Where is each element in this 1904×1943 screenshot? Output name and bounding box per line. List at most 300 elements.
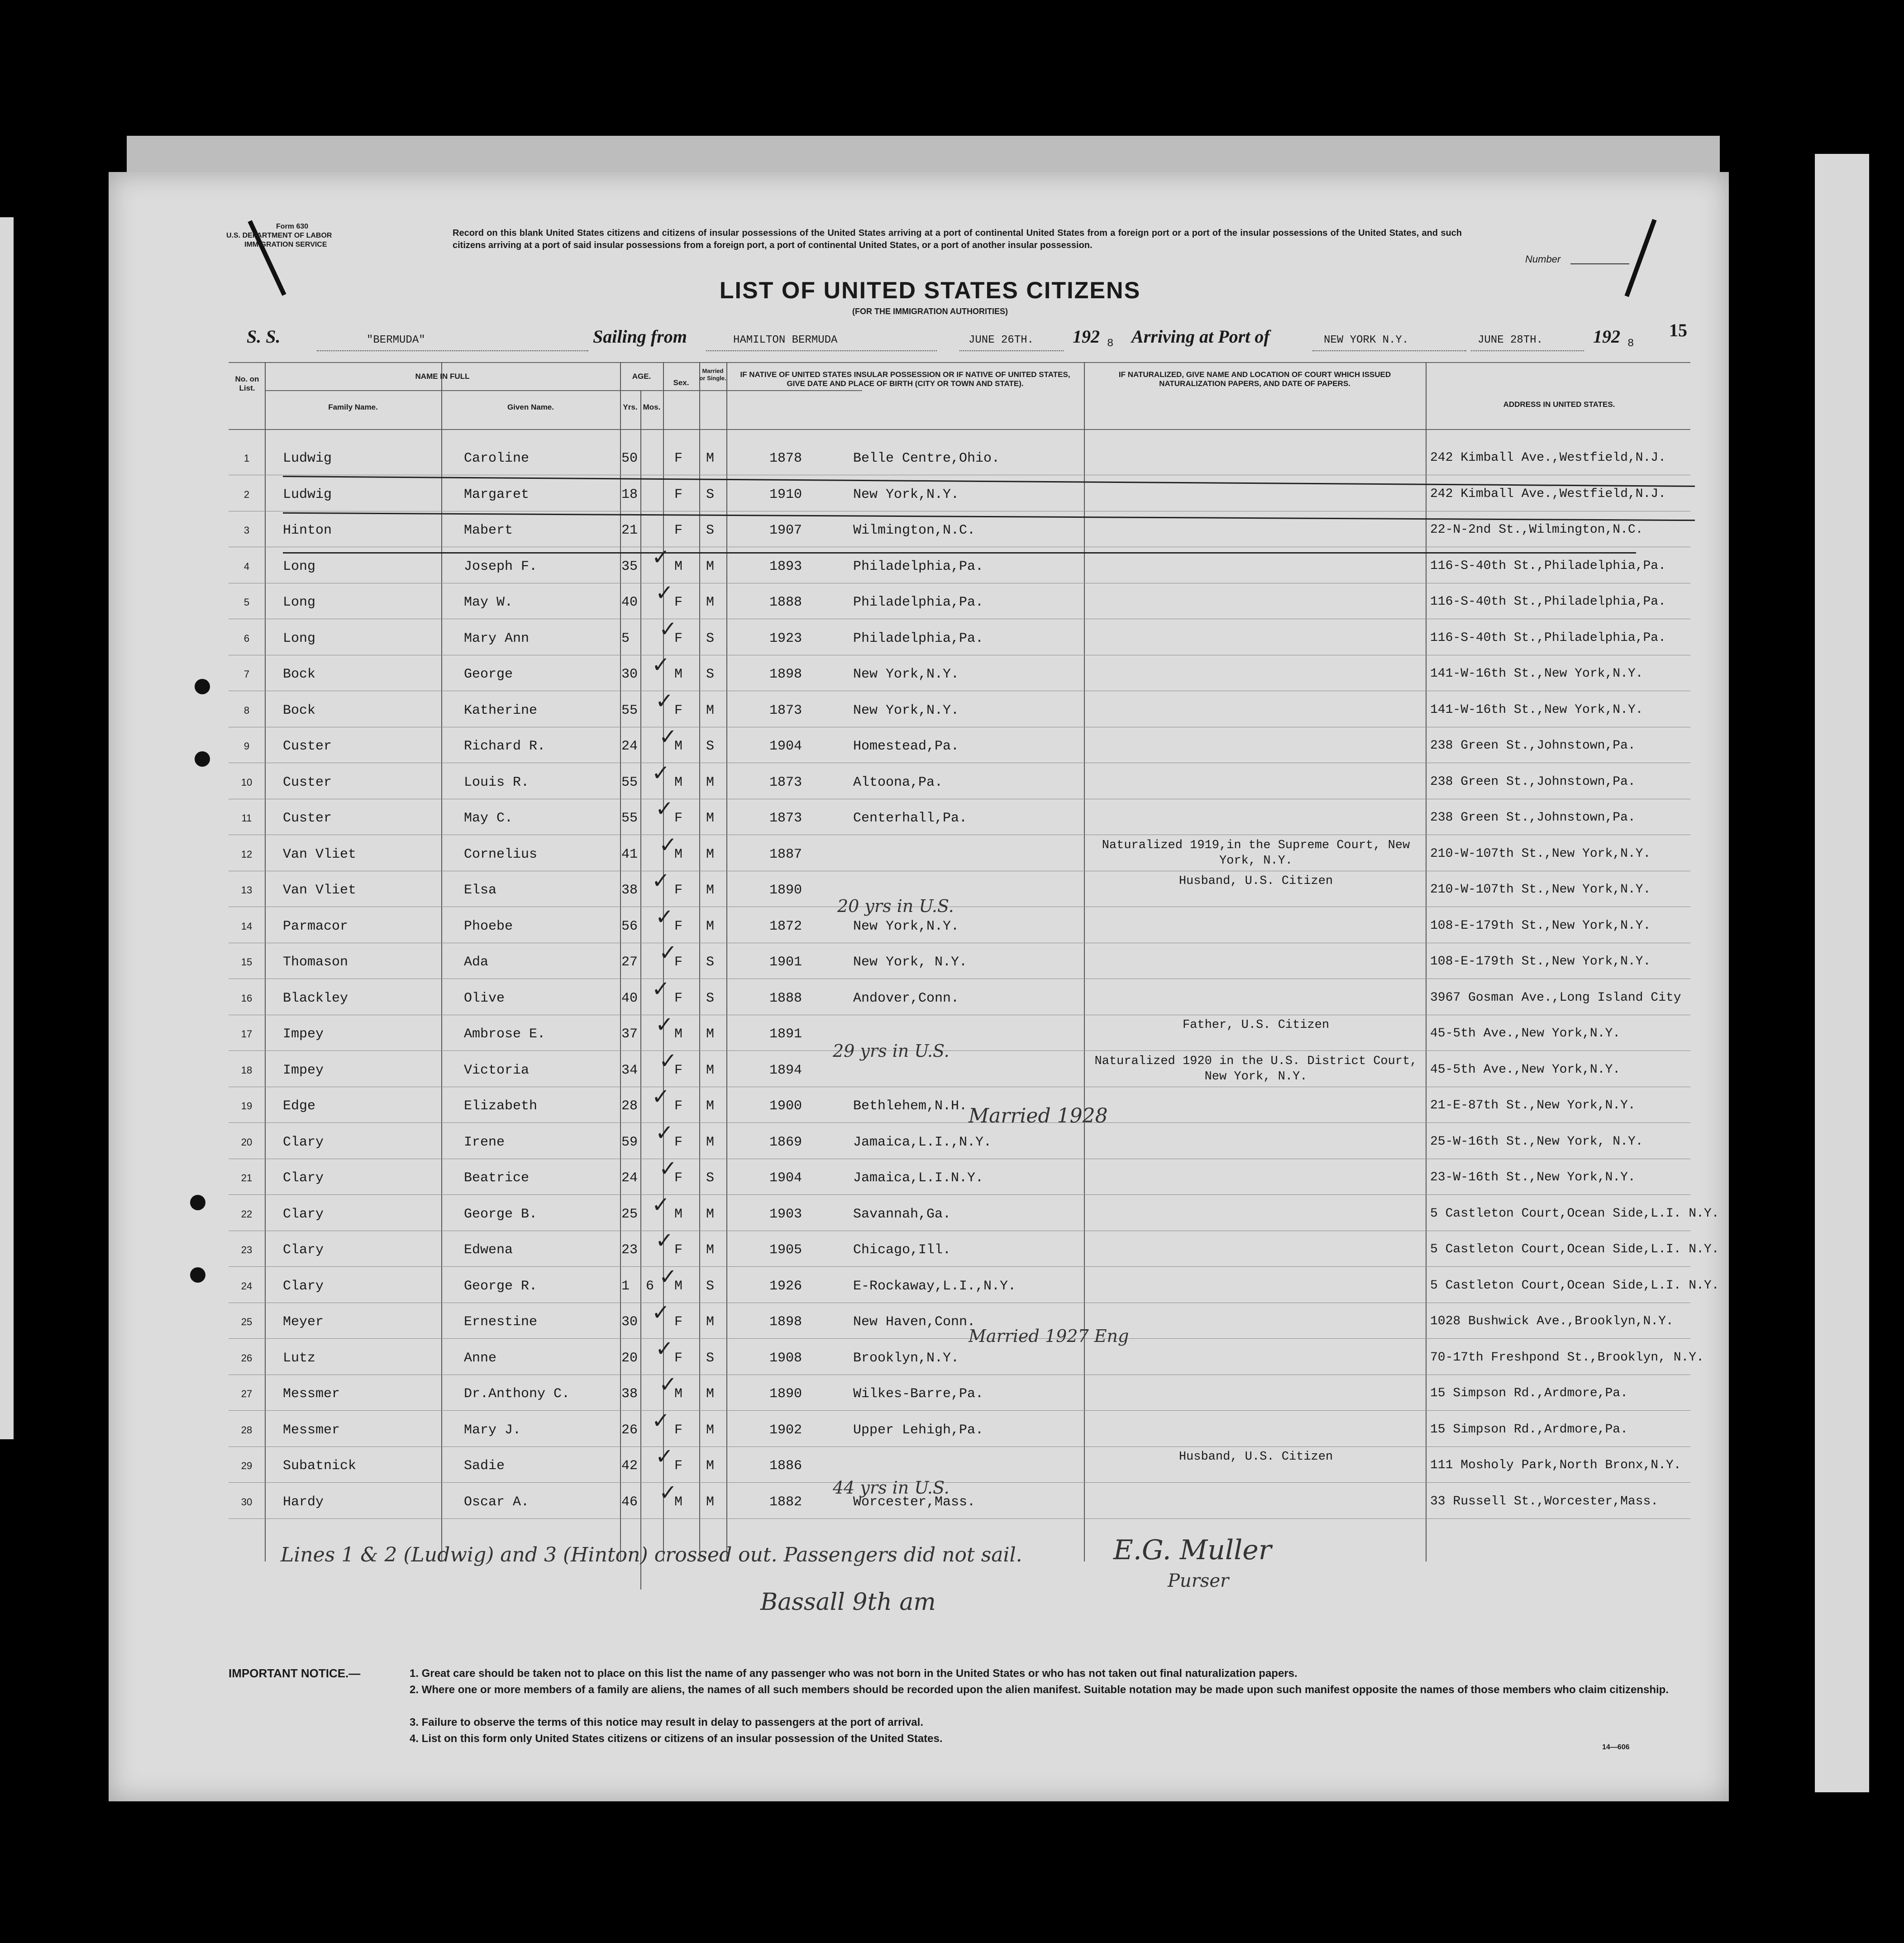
right-adjacent-page [1815, 154, 1869, 1792]
cell-sex: F [674, 523, 683, 538]
cell-sex: M [674, 1494, 683, 1510]
cell-yrs: 55 [621, 702, 638, 718]
cell-year: 1888 [769, 990, 802, 1006]
cell-given: Mary Ann [464, 630, 530, 646]
cell-place: Upper Lehigh,Pa. [853, 1422, 984, 1438]
cell-ms: M [706, 1458, 715, 1474]
cell-given: Irene [464, 1134, 505, 1150]
footer-handwritten-note: Lines 1 & 2 (Ludwig) and 3 (Hinton) crossed out. Passengers did not sail. [281, 1543, 1022, 1566]
cell-given: Katherine [464, 702, 538, 718]
table-row [229, 907, 1690, 943]
cell-family: Hardy [283, 1494, 324, 1510]
table-row [229, 1123, 1690, 1159]
page-number: 15 [1669, 320, 1687, 340]
cell-family: Clary [283, 1134, 324, 1150]
cell-sex: F [674, 1242, 683, 1258]
cell-yrs: 55 [621, 774, 638, 790]
cell-ms: S [706, 955, 715, 970]
cell-sex: M [674, 1206, 683, 1222]
cell-no: 1 [243, 453, 250, 464]
cell-yrs: 42 [621, 1458, 638, 1474]
number-field [1570, 263, 1629, 264]
table-row [229, 1447, 1690, 1483]
cell-given: Dr.Anthony C. [464, 1386, 570, 1402]
cell-family: Messmer [283, 1422, 340, 1438]
handwritten-note: Married 1928 [969, 1104, 1108, 1127]
cell-given: Mabert [464, 523, 513, 538]
cell-year: 1891 [769, 1026, 802, 1042]
cell-year: 1910 [769, 487, 802, 502]
cell-family: Van Vliet [283, 846, 357, 862]
cell-family: Clary [283, 1170, 324, 1186]
cell-sex: F [674, 955, 683, 970]
cell-no: 14 [241, 920, 253, 932]
sailing-date: JUNE 26TH. [969, 334, 1034, 346]
cell-sex: M [674, 1278, 683, 1294]
cell-given: Ambrose E. [464, 1026, 546, 1042]
cell-address: 21-E-87th St.,New York,N.Y. [1430, 1098, 1636, 1112]
cell-sex: F [674, 1350, 683, 1366]
cell-place: Savannah,Ga. [853, 1206, 951, 1222]
arrival-port: NEW YORK N.Y. [1324, 334, 1409, 346]
header-bottom-border [229, 429, 1690, 430]
cell-no: 15 [241, 956, 253, 968]
table-row [229, 655, 1690, 691]
cell-address: 70-17th Freshpond St.,Brooklyn, N.Y. [1430, 1350, 1704, 1365]
cell-place: New York,N.Y. [853, 702, 959, 718]
cell-place: New Haven,Conn. [853, 1314, 976, 1330]
cell-given: Mary J. [464, 1422, 521, 1438]
check-mark: ✓ [652, 544, 670, 570]
cell-family: Ludwig [283, 487, 332, 502]
header-sex: Sex. [673, 378, 689, 387]
cell-nat: Husband, U.S. Citizen [1179, 1450, 1333, 1464]
footer-form-code: 14—606 [1602, 1743, 1630, 1751]
table-row [229, 727, 1690, 763]
cell-place: E-Rockaway,L.I.,N.Y. [853, 1278, 1016, 1294]
notice-item-4: 4. List on this form only United States citizens or citizens of an insular possession of the United States. [410, 1733, 943, 1745]
cell-given: Edwena [464, 1242, 513, 1258]
cell-yrs: 46 [621, 1494, 638, 1510]
check-mark: ✓ [659, 1372, 678, 1397]
cell-address: 45-5th Ave.,New York,N.Y. [1430, 1026, 1621, 1041]
cell-yrs: 38 [621, 883, 638, 898]
arrival-date-line [1471, 350, 1584, 351]
cell-yrs: 50 [621, 451, 638, 466]
table-row [229, 1087, 1690, 1123]
cell-sex: F [674, 451, 683, 466]
check-mark: ✓ [655, 1444, 674, 1469]
cell-yrs: 27 [621, 955, 638, 970]
cell-yrs: 40 [621, 990, 638, 1006]
handwritten-note: 20 yrs in U.S. [837, 896, 954, 916]
arriving-label: Arriving at Port of [1131, 326, 1270, 347]
cell-sex: F [674, 1062, 683, 1078]
cell-family: Clary [283, 1206, 324, 1222]
cell-yrs: 1 [621, 1278, 630, 1294]
cell-sex: F [674, 918, 683, 934]
cell-family: Custer [283, 739, 332, 754]
cell-family: Long [283, 630, 316, 646]
cell-place: Bethlehem,N.H. [853, 1098, 968, 1114]
cell-address: 5 Castleton Court,Ocean Side,L.I. N.Y. [1430, 1278, 1719, 1293]
form-number: Form 630 [276, 223, 309, 230]
cell-family: Messmer [283, 1386, 340, 1402]
cell-nat: Naturalized 1919,in the Supreme Court, New York, N.Y. [1102, 838, 1410, 868]
cell-given: Cornelius [464, 846, 538, 862]
cell-year: 1887 [769, 846, 802, 862]
cell-family: Long [283, 559, 316, 574]
cell-yrs: 40 [621, 595, 638, 610]
cell-place: New York,N.Y. [853, 667, 959, 682]
cell-yrs: 30 [621, 1314, 638, 1330]
check-mark: ✓ [659, 1480, 678, 1505]
service-label: IMMIGRATION SERVICE [244, 241, 327, 248]
cell-yrs: 55 [621, 811, 638, 826]
cell-ms: M [706, 702, 715, 718]
cell-year: 1900 [769, 1098, 802, 1114]
cell-family: Hinton [283, 523, 332, 538]
punch-hole [190, 1195, 205, 1210]
cell-given: Anne [464, 1350, 497, 1366]
check-mark: ✓ [655, 1228, 674, 1253]
cell-address: 15 Simpson Rd.,Ardmore,Pa. [1430, 1422, 1628, 1437]
cell-year: 1926 [769, 1278, 802, 1294]
cell-address: 108-E-179th St.,New York,N.Y. [1430, 918, 1651, 933]
cell-no: 11 [241, 812, 252, 824]
notice-item-3: 3. Failure to observe the terms of this notice may result in delay to passengers at the port of arrival. [410, 1716, 923, 1728]
cell-yrs: 59 [621, 1134, 638, 1150]
cell-ms: M [706, 1386, 715, 1402]
cell-ms: M [706, 1206, 715, 1222]
cell-given: Victoria [464, 1062, 530, 1078]
table-row [229, 1267, 1719, 1303]
cell-given: Elsa [464, 883, 497, 898]
cell-address: 116-S-40th St.,Philadelphia,Pa. [1430, 559, 1666, 573]
cell-ms: S [706, 990, 715, 1006]
cell-address: 210-W-107th St.,New York,N.Y. [1430, 846, 1651, 861]
cell-no: 6 [243, 632, 250, 644]
cell-ms: M [706, 451, 715, 466]
cell-given: Oscar A. [464, 1494, 530, 1510]
punch-hole [190, 1267, 205, 1283]
table-row [229, 583, 1690, 619]
check-mark: ✓ [655, 1336, 674, 1361]
cell-sex: M [674, 774, 683, 790]
page-title: LIST OF UNITED STATES CITIZENS [719, 277, 1141, 304]
cell-no: 23 [241, 1244, 253, 1256]
cell-family: Parmacor [283, 918, 348, 934]
cell-ms: M [706, 595, 715, 610]
sailing-year-digit: 8 [1107, 338, 1114, 350]
cell-family: Lutz [283, 1350, 316, 1366]
cell-no: 25 [241, 1316, 253, 1327]
cell-year: 1903 [769, 1206, 802, 1222]
cell-year: 1886 [769, 1458, 802, 1474]
table-top-border [229, 362, 1690, 363]
cell-address: 210-W-107th St.,New York,N.Y. [1430, 883, 1651, 897]
cell-given: Louis R. [464, 774, 530, 790]
cell-family: Edge [283, 1098, 316, 1114]
check-mark: ✓ [659, 1156, 678, 1181]
cell-ms: S [706, 1170, 715, 1186]
cell-year: 1908 [769, 1350, 802, 1366]
cell-year: 1888 [769, 595, 802, 610]
cell-sex: F [674, 1422, 683, 1438]
table-row [229, 1051, 1690, 1087]
cell-ms: M [706, 559, 715, 574]
cell-sex: M [674, 739, 683, 754]
cell-address: 242 Kimball Ave.,Westfield,N.J. [1430, 451, 1666, 465]
cell-sex: M [674, 667, 683, 682]
cell-address: 108-E-179th St.,New York,N.Y. [1430, 955, 1651, 969]
table-row [229, 619, 1690, 655]
cell-sex: M [674, 1026, 683, 1042]
table-row [229, 1159, 1690, 1195]
cell-yrs: 26 [621, 1422, 638, 1438]
cell-year: 1902 [769, 1422, 802, 1438]
ss-label: S. S. [247, 326, 281, 347]
cell-sex: F [674, 630, 683, 646]
check-mark: ✓ [659, 616, 678, 642]
sailing-port-line [706, 350, 937, 351]
check-mark: ✓ [652, 868, 670, 893]
cell-given: Margaret [464, 487, 530, 502]
cell-family: Impey [283, 1062, 324, 1078]
cell-yrs: 23 [621, 1242, 638, 1258]
cell-ms: M [706, 1134, 715, 1150]
table-row [229, 1411, 1690, 1447]
cell-place: Jamaica,L.I.,N.Y. [853, 1134, 992, 1150]
cell-given: Olive [464, 990, 505, 1006]
cell-no: 13 [241, 884, 253, 896]
ship-name-line [317, 350, 588, 351]
cell-year: 1878 [769, 451, 802, 466]
page-subtitle: (FOR THE IMMIGRATION AUTHORITIES) [852, 307, 1008, 316]
cell-given: Ada [464, 955, 489, 970]
cell-yrs: 24 [621, 739, 638, 754]
sailing-port: HAMILTON BERMUDA [733, 334, 838, 346]
cell-yrs: 34 [621, 1062, 638, 1078]
header-birth: IF NATIVE OF UNITED STATES INSULAR POSSESSION OR IF NATIVE OF UNITED STATES, GIVE DATE AND PLACE OF BIRTH (CITY OR TOWN AND STATE). [740, 370, 1070, 388]
check-mark: ✓ [659, 1264, 678, 1289]
cell-ms: M [706, 918, 715, 934]
cell-given: Joseph F. [464, 559, 538, 574]
cell-year: 1890 [769, 883, 802, 898]
cell-ms: M [706, 1422, 715, 1438]
strike-line [283, 552, 1636, 554]
cell-address: 116-S-40th St.,Philadelphia,Pa. [1430, 595, 1666, 609]
sailing-date-line [959, 350, 1064, 351]
cell-family: Clary [283, 1278, 324, 1294]
cell-no: 19 [241, 1100, 253, 1112]
purser-title: Purser [1168, 1571, 1229, 1591]
header-no: No. on List. [235, 375, 259, 393]
cell-place: Centerhall,Pa. [853, 811, 968, 826]
table-row [229, 1375, 1690, 1411]
cell-address: 116-S-40th St.,Philadelphia,Pa. [1430, 630, 1666, 645]
cell-family: Bock [283, 667, 316, 682]
cell-address: 238 Green St.,Johnstown,Pa. [1430, 774, 1636, 789]
cell-place: Chicago,Ill. [853, 1242, 951, 1258]
cell-no: 17 [241, 1028, 253, 1040]
check-mark: ✓ [659, 724, 678, 750]
cell-ms: M [706, 811, 715, 826]
check-mark: ✓ [655, 1012, 674, 1037]
cell-yrs: 28 [621, 1098, 638, 1114]
cell-given: George R. [464, 1278, 538, 1294]
cell-no: 20 [241, 1136, 253, 1148]
cell-address: 111 Mosholy Park,North Bronx,N.Y. [1430, 1458, 1681, 1472]
cell-yrs: 37 [621, 1026, 638, 1042]
cell-ms: S [706, 487, 715, 502]
cell-family: Clary [283, 1242, 324, 1258]
check-mark: ✓ [652, 1192, 670, 1217]
cell-place: Brooklyn,N.Y. [853, 1350, 959, 1366]
cell-year: 1869 [769, 1134, 802, 1150]
cell-ms: S [706, 667, 715, 682]
cell-address: 22-N-2nd St.,Wilmington,N.C. [1430, 523, 1643, 537]
cell-place: Andover,Conn. [853, 990, 959, 1006]
cell-no: 24 [241, 1280, 253, 1292]
cell-nat: Husband, U.S. Citizen [1179, 874, 1333, 888]
table-row [229, 1231, 1719, 1267]
cell-ms: M [706, 846, 715, 862]
check-mark: ✓ [652, 976, 670, 1002]
cell-family: Bock [283, 702, 316, 718]
table-row [229, 979, 1690, 1015]
cell-year: 1894 [769, 1062, 802, 1078]
notice-item-1: 1. Great care should be taken not to place on this list the name of any passenger who was not born in the United States or who has not taken out final naturalization papers. [410, 1667, 1298, 1680]
cell-ms: M [706, 774, 715, 790]
header-age: AGE. [632, 372, 651, 381]
cell-no: 3 [243, 525, 250, 536]
cell-sex: F [674, 1098, 683, 1114]
cell-year: 1905 [769, 1242, 802, 1258]
punch-hole [195, 679, 210, 694]
cell-given: Elizabeth [464, 1098, 538, 1114]
cell-yrs: 35 [621, 559, 638, 574]
cell-place: New York,N.Y. [853, 918, 959, 934]
cell-address: 25-W-16th St.,New York, N.Y. [1430, 1134, 1643, 1149]
cell-year: 1873 [769, 811, 802, 826]
table-row [229, 871, 1690, 907]
header-address: ADDRESS IN UNITED STATES. [1503, 400, 1615, 409]
cell-sex: F [674, 811, 683, 826]
check-mark: ✓ [659, 1048, 678, 1074]
check-mark: ✓ [655, 904, 674, 930]
header-married: Married or Single. [699, 368, 726, 382]
cell-address: 1028 Bushwick Ave.,Brooklyn,N.Y. [1430, 1314, 1674, 1328]
cell-address: 238 Green St.,Johnstown,Pa. [1430, 811, 1636, 825]
cell-family: Subatnick [283, 1458, 357, 1474]
department-label: U.S. DEPARTMENT OF LABOR [226, 232, 332, 239]
cell-family: Custer [283, 811, 332, 826]
arrival-year-prefix: 192 [1593, 326, 1620, 347]
cell-ms: M [706, 1026, 715, 1042]
cell-ms: M [706, 1098, 715, 1114]
cell-year: 1898 [769, 1314, 802, 1330]
cell-place: Altoona,Pa. [853, 774, 943, 790]
cell-family: Impey [283, 1026, 324, 1042]
table-row [229, 799, 1690, 835]
cell-family: Meyer [283, 1314, 324, 1330]
cell-no: 22 [241, 1208, 253, 1220]
cell-yrs: 18 [621, 487, 638, 502]
arrival-year-digit: 8 [1627, 338, 1634, 350]
cell-year: 1923 [769, 630, 802, 646]
cell-no: 9 [243, 740, 250, 752]
cell-no: 26 [241, 1352, 253, 1364]
cell-year: 1893 [769, 559, 802, 574]
cell-place: Philadelphia,Pa. [853, 630, 984, 646]
cell-no: 8 [243, 704, 250, 716]
cell-no: 21 [241, 1172, 253, 1184]
header-naturalized: IF NATURALIZED, GIVE NAME AND LOCATION OF COURT WHICH ISSUED NATURALIZATION PAPERS, AND DATE OF PAPERS. [1118, 370, 1391, 388]
cell-no: 12 [241, 848, 253, 860]
cell-ms: M [706, 1494, 715, 1510]
check-mark: ✓ [659, 832, 678, 858]
cell-yrs: 41 [621, 846, 638, 862]
cell-ms: M [706, 1314, 715, 1330]
lower-handwritten-note: Bassall 9th am [760, 1589, 936, 1616]
cell-no: 16 [241, 992, 253, 1004]
cell-place: Wilmington,N.C. [853, 523, 976, 538]
cell-address: 3967 Gosman Ave.,Long Island City [1430, 990, 1681, 1005]
cell-nat: Naturalized 1920 in the U.S. District Court, New York, N.Y. [1094, 1054, 1417, 1084]
cell-place: Philadelphia,Pa. [853, 595, 984, 610]
cell-sex: F [674, 595, 683, 610]
cell-address: 238 Green St.,Johnstown,Pa. [1430, 739, 1636, 753]
handwritten-note: 29 yrs in U.S. [833, 1041, 950, 1061]
cell-address: 15 Simpson Rd.,Ardmore,Pa. [1430, 1386, 1628, 1400]
cell-address: 33 Russell St.,Worcester,Mass. [1430, 1494, 1659, 1509]
check-mark: ✓ [652, 760, 670, 786]
cell-ms: S [706, 523, 715, 538]
cell-place: Homestead,Pa. [853, 739, 959, 754]
number-label: Number [1525, 253, 1561, 265]
cell-yrs: 5 [621, 630, 630, 646]
cell-no: 10 [241, 776, 253, 788]
cell-no: 29 [241, 1460, 253, 1471]
cell-no: 2 [243, 488, 250, 500]
cell-given: Caroline [464, 451, 530, 466]
notice-item-2: 2. Where one or more members of a family are aliens, the names of all such members should be recorded upon the alien manifest. Suitable notation may be made upon such manifest opposite the names of those members who claim citizenship. [410, 1684, 1669, 1696]
cell-family: Van Vliet [283, 883, 357, 898]
row-rule [229, 1518, 1690, 1519]
table-row [229, 763, 1690, 799]
cell-ms: S [706, 1350, 715, 1366]
cell-no: 4 [243, 560, 250, 572]
cell-place: New York,N.Y. [853, 487, 959, 502]
cell-given: Richard R. [464, 739, 546, 754]
cell-year: 1904 [769, 739, 802, 754]
cell-sex: F [674, 1170, 683, 1186]
cell-mos: 6 [646, 1278, 654, 1294]
header-mos: Mos. [643, 403, 661, 411]
cell-place: Belle Centre,Ohio. [853, 451, 1000, 466]
table-row [229, 1483, 1690, 1519]
sailing-year-prefix: 192 [1073, 326, 1100, 347]
cell-place: Jamaica,L.I.N.Y. [853, 1170, 984, 1186]
left-adjacent-page [0, 217, 14, 1439]
cell-ms: M [706, 883, 715, 898]
cell-address: 5 Castleton Court,Ocean Side,L.I. N.Y. [1430, 1206, 1719, 1221]
cell-ms: S [706, 1278, 715, 1294]
cell-yrs: 21 [621, 523, 638, 538]
table-row [229, 1339, 1704, 1375]
cell-no: 18 [241, 1064, 253, 1076]
